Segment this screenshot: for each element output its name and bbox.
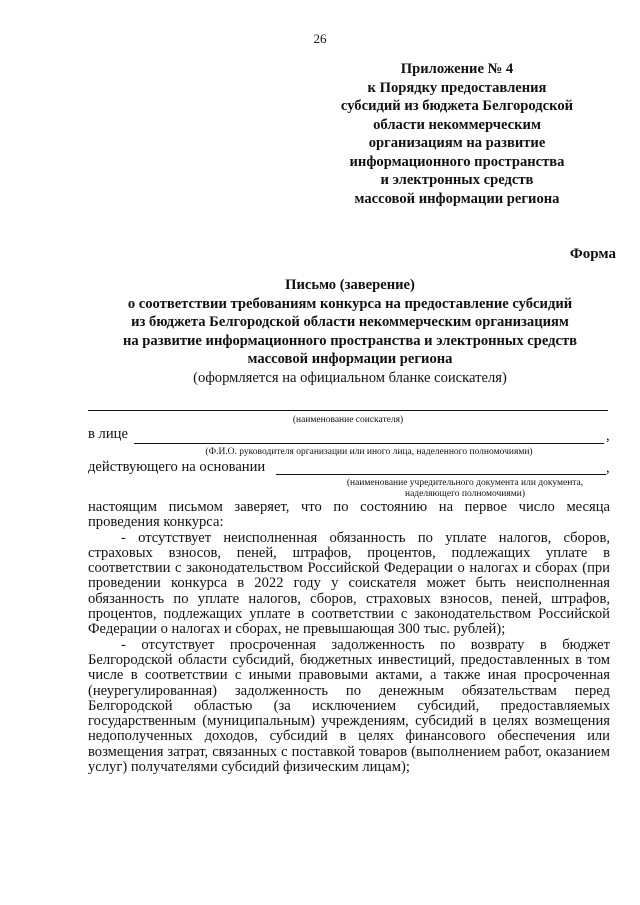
appendix-line: области некоммерческим <box>373 116 541 133</box>
person-label: в лице <box>88 426 128 442</box>
title-line: на развитие информационного пространства и электронных средств <box>122 332 578 349</box>
body-paragraph: - отсутствует просроченная задолженность по возврату в бюджет Белгородской области субсидий, бюджетных инвестиций, предоставленных в том числе в соответствии с иными правовыми актами, а также иная просроченная (неурегулированная) задолженность по денежным обязательствам перед Белгородской областью (за исключением субсидий, предоставляемых государственным (муниципальным) учреждениям, субсидий в целях возмещения недополученных доходов, субсидий в целях финансового обеспечения или возмещения затрат, связанных с поставкой товаров (выполнением работ, оказанием услуг) получателями субсидий физическим лицам); <box>88 636 610 776</box>
appendix-line: информационного пространства <box>349 153 565 170</box>
person-caption: (Ф.И.О. руководителя организации или иного лица, наделенного полномочиями) <box>205 447 533 457</box>
person-comma: , <box>606 428 610 444</box>
applicant-caption: (наименование соискателя) <box>292 415 404 425</box>
appendix-line: и электронных средств <box>380 172 534 188</box>
basis-label: действующего на основании <box>88 459 266 475</box>
basis-caption <box>330 478 600 500</box>
appendix-line: массовой информации региона <box>354 190 560 207</box>
person-line <box>134 443 604 444</box>
body-text <box>88 500 610 775</box>
body-paragraph: настоящим письмом заверяет, что по состоянию на первое число месяца проведения конкурса: <box>88 499 610 531</box>
basis-line <box>276 474 606 475</box>
title-note: (оформляется на официальном бланке соискателя) <box>193 369 507 386</box>
basis-comma: , <box>606 460 610 476</box>
page-number: 26 <box>313 31 327 46</box>
title-line: Письмо (заверение) <box>285 277 415 293</box>
basis-caption-line: наделяющего полномочиями) <box>405 489 525 499</box>
appendix-line: субсидий из бюджета Белгородской <box>340 98 574 114</box>
applicant-name-line <box>88 410 608 411</box>
body-paragraph: - отсутствует неисполненная обязанность по уплате налогов, сборов, страховых взносов, пеней, штрафов, процентов, подлежащих уплате в соответствии с законодательством Российской Федерации о налогах и сборах (при проведении конкурса в 2022 году у соискателя может быть неисполненная обязанность по уплате налогов, сборов, страховых взносов, пеней, штрафов, процентов, подлежащих уплате в соответствии с законодательством Российской Федерации о налогах и сборах, не превышающая 300 тыс. рублей); <box>88 529 610 638</box>
document-title <box>90 276 610 387</box>
title-line: из бюджета Белгородской области некоммерческим организациям <box>131 314 569 330</box>
title-line: о соответствии требованиям конкурса на предоставление субсидий <box>127 295 573 312</box>
appendix-header <box>307 60 607 208</box>
appendix-line: к Порядку предоставления <box>367 79 547 96</box>
form-label: Форма <box>569 246 616 262</box>
appendix-line: Приложение № 4 <box>400 61 514 77</box>
title-line: массовой информации региона <box>247 351 453 367</box>
appendix-line: организациям на развитие <box>368 135 546 151</box>
basis-caption-line: (наименование учредительного документа или документа, <box>346 478 584 488</box>
